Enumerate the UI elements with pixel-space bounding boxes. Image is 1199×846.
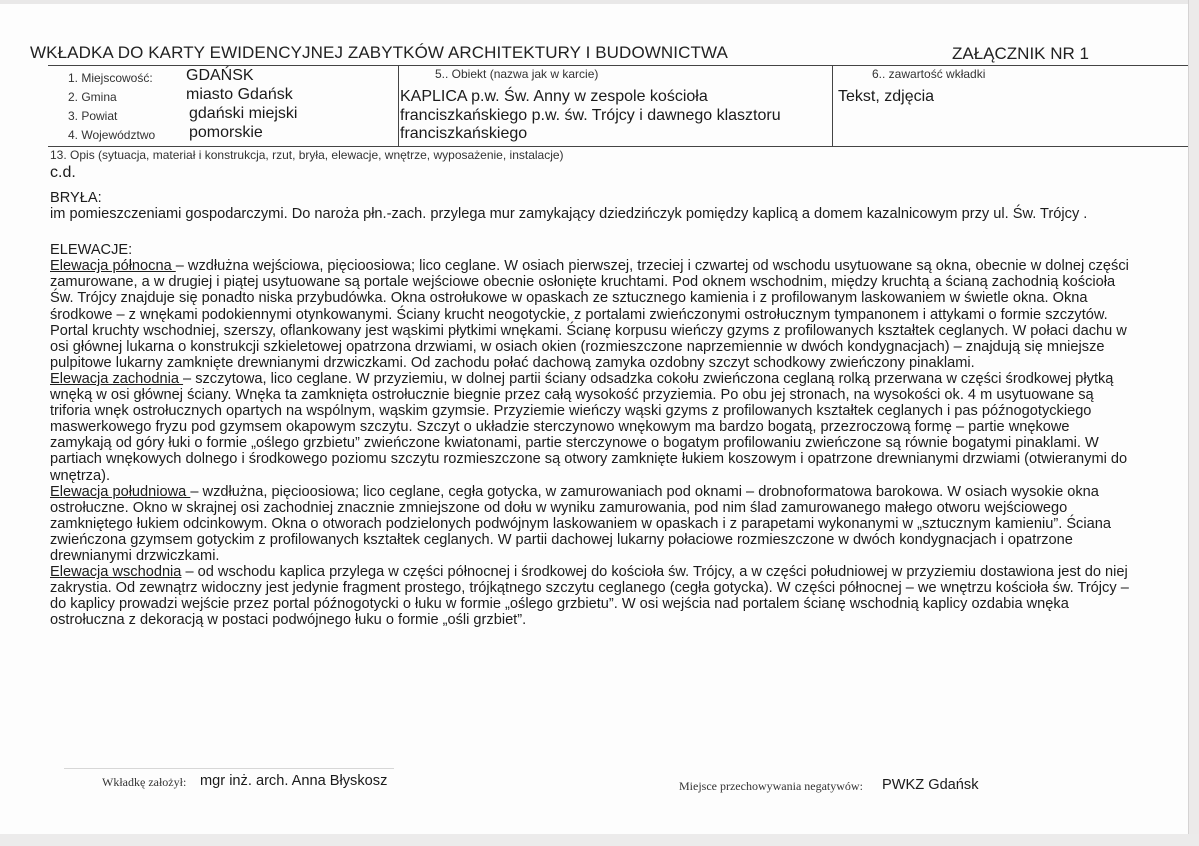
elevation-name: Elewacja zachodnia xyxy=(50,370,184,387)
scan-edge-bottom xyxy=(0,834,1199,846)
object-line-2: franciszkańskiego p.w. św. Trójcy i dawnego klasztoru xyxy=(400,107,781,124)
elevation-name: Elewacja północna xyxy=(50,258,176,275)
author-label: Wkładkę założył: xyxy=(102,775,187,789)
elevation-text: – wzdłużna, pięcioosiowa; lico ceglane, cegła gotycka, w zamurowaniach pod oknami – drobnoformatowa barokowa. W osiach wysokie okna ostrołuczne. Okno w skrajnej osi zachodniej znacznie zmniejszone od dołu w wyniku zamurowania, pod nim ślad zamurowanego małego otworu wejściowego zamkniętego łukiem odcinkowym. Okna o otworach podzielonych podwójnym laskowaniem w opaskach i z parapetami wykonanymi w „sztucznym kamieniu”. Ściana zwieńczona gzymsem gotyckim z profilowanych kształtek ceglanych. W partii dachowej lukarny połaciowe rozmieszczone w dwóch kondygnacjach i opatrzone drewnianymi drzwiczkami. xyxy=(50,483,1111,564)
contents-label: 6.. zawartość wkładki xyxy=(872,67,986,81)
continuation-mark: c.d. xyxy=(50,164,76,181)
voivodeship-value: pomorskie xyxy=(189,124,263,141)
footer-divider xyxy=(64,768,394,769)
object-line-3: franciszkańskiego xyxy=(400,125,528,142)
municipality-label: 2. Gmina xyxy=(68,90,117,104)
elevation-paragraph-south xyxy=(50,484,1130,564)
county-label: 3. Powiat xyxy=(68,109,118,123)
section-heading-elewacje: ELEWACJE: xyxy=(50,242,133,259)
object-line-1: KAPLICA p.w. Św. Anny w zespole kościoła xyxy=(400,88,708,105)
author-value: mgr inż. arch. Anna Błyskosz xyxy=(200,773,388,789)
metadata-grid xyxy=(48,65,1188,147)
elevation-text: – od wschodu kaplica przylega w części północnej i środkowej do kościoła św. Trójcy, a w części południowej w przyziemiu dostawiona jest do niej zakrystia. Od zewnątrz widoczny jest jedynie fragment prostego, trójkątnego szczytu ceglanego (cegła gotycka). W części północnej – we wnętrzu kościoła św. Trójcy – do kaplicy prowadzi wejście przez portal późnogotycki o łuku w formie „oślego grzbietu”. W osi wejścia nad portalem ścianę wschodnią kaplicy ozdabia wnęka ostrołuczna z dekoracją w postaci podwójnego łuku o formie „ośli grzbiet”. xyxy=(50,564,1129,629)
negative-storage-value: PWKZ Gdańsk xyxy=(882,777,979,793)
section-heading-bryla: BRYŁA: xyxy=(50,190,102,206)
grid-divider-1 xyxy=(398,66,399,146)
county-value: gdański miejski xyxy=(189,105,298,122)
elevation-text: – wzdłużna wejściowa, pięcioosiowa; lico ceglane. W osiach pierwszej, trzeciej i czwartej od wschodu usytuowane są okna, obecnie w dolnej części zamurowane, a w drugiej i piątej usytuowane są portale wejściowe obecnie osłonięte kruchtami. Pod oknem wschodnim, między kruchtą a ścianą zachodnią kościoła Św. Trójcy znajduje się ponadto niska przybudówka. Okna ostrołukowe w opaskach ze sztucznego kamienia i z profilowanym laskowaniem w świetle okna. Okna środkowe – z wnękami podokiennymi otynkowanymi. Ściany krucht neogotyckie, z portalami zwieńczonymi ostrołucznym tympanonem i attykami o formie szczytów. Portal kruchty wschodniej, szerszy, oflankowany jest wąskimi płytkimi wnękami. Ścianę korpusu wieńczy gzyms z profilowanych kształtek ceglanych. W połaci dachu w osi głównej lukarna o konstrukcji szkieletowej opatrzona drzwiami, w osiach okien (rozmieszczone naprzemiennie w dwóch kondygnacjach) – znajdują się mniejsze pulpitowe lukarny zamknięte drewnianymi drzwiczkami. Od zachodu połać dachową zamyka ozdobny szczyt schodkowy zwieńczony pinaklami. xyxy=(50,258,1129,371)
annex-number: ZAŁĄCZNIK NR 1 xyxy=(952,44,1089,63)
elevation-name: Elewacja południowa xyxy=(50,483,191,500)
location-label: 1. Miejscowość: xyxy=(68,71,153,85)
municipality-value: miasto Gdańsk xyxy=(186,86,293,103)
object-label: 5.. Obiekt (nazwa jak w karcie) xyxy=(435,67,599,81)
elevation-paragraph-north xyxy=(50,258,1130,371)
location-value: GDAŃSK xyxy=(186,67,254,84)
scan-edge-top xyxy=(0,0,1199,4)
scan-edge-right xyxy=(1188,0,1199,846)
elevation-text: – szczytowa, lico ceglane. W przyziemiu, w dolnej partii ściany odsadzka cokołu zwieńczona ceglaną rolką przerwana w części środkowej płytką wnęką w osi głównej ściany. Wnęka ta zamknięta ostrołucznie biegnie przez całą wysokość przyziemia. Po obu jej stronach, na wysokości ok. 4 m usytuowane są triforia wnęk ostrołucznych opartych na wspólnym, wąskim gzymsie. Przyziemie wieńczy wąski gzyms z profilowanych kształtek ceglanych i pas późnogotyckiego maswerkowego fryzu pod gzymsem okapowym szczytu. Szczyt o układzie sterczynowo wnękowym ma bardzo bogatą, przezroczową formę – partie wnękowe zamykają od góry łuki o formie „oślego grzbietu” zwieńczone kwiatonami, partie sterczynowe o bogatym profilowaniu zwieńczone są równie bogatymi pinaklami. W partiach wnękowych dolnego i środkowego poziomu szczytu rozmieszczone są otwory zamknięte łukiem koszowym i opatrzone drewnianymi drzwiami (otwieranymi do wnętrza). xyxy=(50,370,1128,484)
negative-storage-label: Miejsce przechowywania negatywów: xyxy=(679,779,863,793)
contents-value: Tekst, zdjęcia xyxy=(838,88,935,105)
description-label: 13. Opis (sytuacja, materiał i konstrukcja, rzut, bryła, elewacje, wnętrze, wyposażenie, instalacje) xyxy=(50,148,564,162)
form-title: WKŁADKA DO KARTY EWIDENCYJNEJ ZABYTKÓW ARCHITEKTURY I BUDOWNICTWA xyxy=(30,43,728,62)
description-body xyxy=(50,190,1130,628)
elevation-name: Elewacja wschodnia xyxy=(50,564,182,581)
bryla-paragraph: im pomieszczeniami gospodarczymi. Do naroża płn.-zach. przylega mur zamykający dziedzińczyk pomiędzy kaplicą a domem kazalnicowym przy ul. Św. Trójcy . xyxy=(50,206,1088,223)
grid-divider-2 xyxy=(832,66,833,146)
elevation-paragraph-east xyxy=(50,564,1130,628)
voivodeship-label: 4. Województwo xyxy=(68,128,156,142)
elevation-paragraph-west xyxy=(50,371,1130,484)
